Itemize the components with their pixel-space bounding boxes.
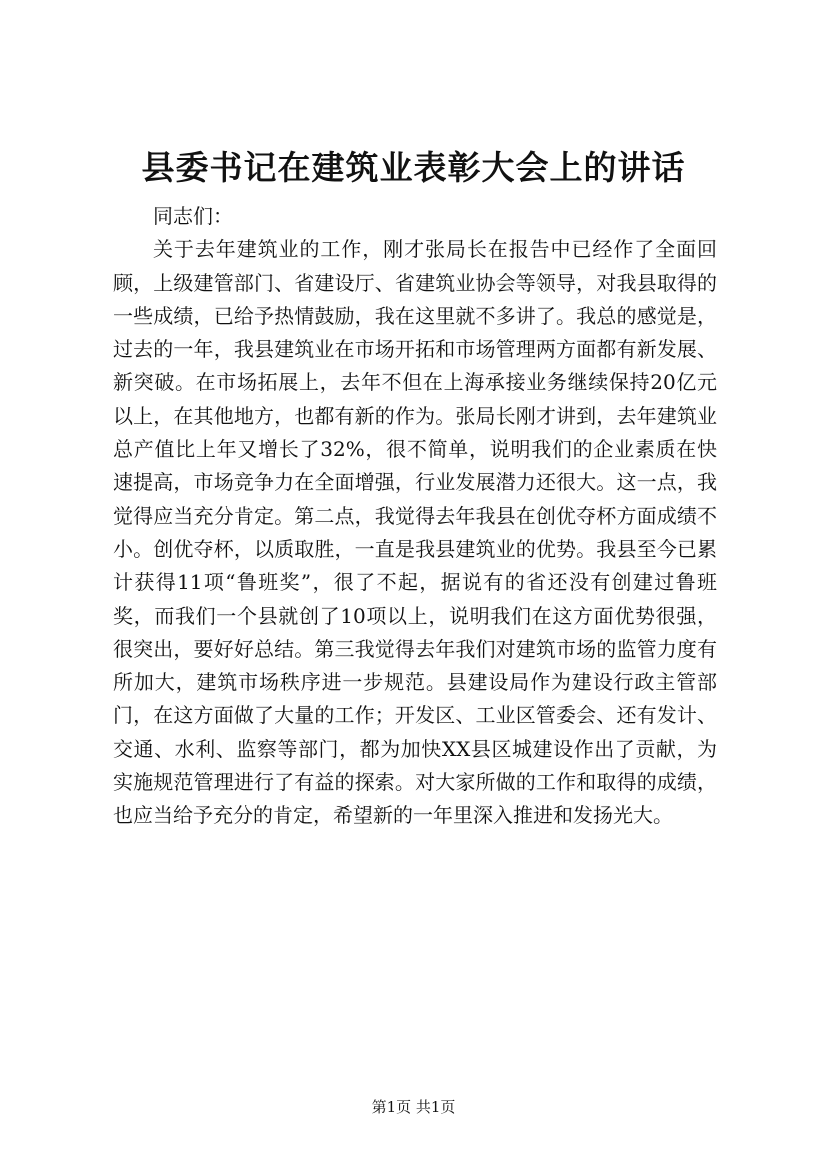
salutation: 同志们： (153, 204, 233, 228)
paragraph: 关于去年建筑业的工作，刚才张局长在报告中已经作了全面回顾，上级建管部门、省建设厅、省建筑业协会等领导，对我县取得的一些成绩，已给予热情鼓励，我在这里就不多讲了。我总的感觉是，过去的一年，我县建筑业在市场开拓和市场管理两方面都有新发展、新突破。在市场拓展上，去年不但在上海承接业务继续保持20亿元以上，在其他地方，也都有新的作为。张局长刚才讲到，去年建筑业总产值比上年又增长了32%，很不简单，说明我们的企业素质在快速提高，市场竞争力在全面增强，行业发展潜力还很大。这一点，我觉得应当充分肯定。第二点，我觉得去年我县在创优夺杯方面成绩不小。创优夺杯，以质取胜，一直是我县建筑业的优势。我县至今已累计获得11项“鲁班奖”，很了不起，据说有的省还没有创建过鲁班奖，而我们一个县就创了10项以上，说明我们在这方面优势很强，很突出，要好好总结。第三我觉得去年我们对建筑市场的监管力度有所加大，建筑市场秩序进一步规范。县建设局作为建设行政主管部门，在这方面做了大量的工作；开发区、工业区管委会、还有发计、交通、水利、监察等部门，都为加快XX县区城建设作出了贡献，为实施规范管理进行了有益的探索。对大家所做的工作和取得的成绩，也应当给予充分的肯定，希望新的一年里深入推进和发扬光大。 (113, 237, 717, 828)
page-number: 第1页 共1页 (371, 1098, 456, 1116)
document-body (113, 200, 717, 833)
document-title: 县委书记在建筑业表彰大会上的讲话 (141, 148, 686, 187)
